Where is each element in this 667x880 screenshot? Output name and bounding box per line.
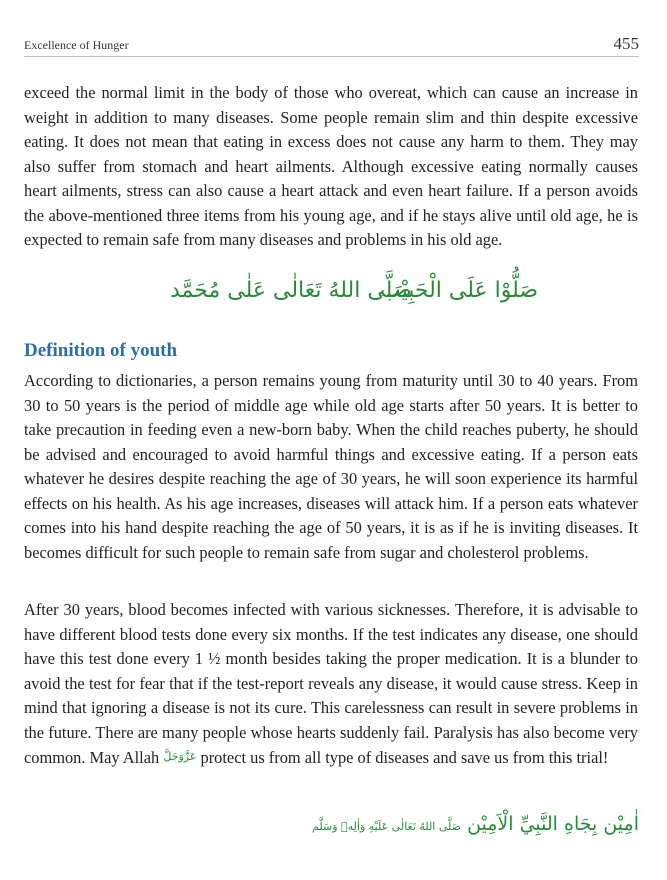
running-title: Excellence of Hunger <box>24 38 129 52</box>
paragraph-youth-definition: According to dictionaries, a person remains young from maturity until 30 to 40 years. From 30 to 50 years is the period of middle age while old age starts after 50 years. It is better to take precaution in feeding even a new-born baby. When the child reaches puberty, he should be advised and encouraged to avoid harmful things and excessive eating. If a person eats whatever he desires despite reaching the age of 30 years, he will soon experience its harmful effects on his health. As his age increases, diseases will attack him. If a person eats whatever comes into his hand despite reaching the age of 50 years, it is as if he is inviting diseases. It becomes difficult for such people to remain safe from sugar and cholesterol problems. <box>24 371 638 562</box>
paragraph-blood-tests <box>24 598 638 771</box>
honorific-arabic: عَزَّوَجَلَّ <box>163 750 197 763</box>
page-number: 455 <box>613 34 639 53</box>
ameen-honorific: صَلَّى اللهُ تَعَالٰى عَلَيْهِ وَاٰلِهٖ وَسَلَّم <box>312 820 462 833</box>
salawat-muhammad: صَلَّى اللهُ تَعَالٰى عَلٰى مُحَمَّد <box>170 278 412 303</box>
paragraph-text-end: protect us from all type of diseases and save us from this trial! <box>200 748 609 767</box>
ameen-main: اٰمِيْن بِجَاهِ النَّبِيِّ الْاَمِيْن <box>467 813 639 835</box>
paragraph-overeating: exceed the normal limit in the body of those who overeat, which can cause an increase in weight in addition to many diseases. Some people remain slim and thin despite excessive eating. It does not mean that eating in excess does not cause any harm to them. They may also suffer from stomach and heart ailments. Although excessive eating normally causes heart ailments, stress can also cause a heart attack and even heart failure. If a person avoids the above-mentioned three items from his young age, and if he stays alive until old age, he is expected to remain safe from many diseases and problems in his old age. <box>24 83 638 249</box>
salawat-beloved: صَلُّوْا عَلَى الْحَبِيْب <box>380 278 539 303</box>
section-heading-youth: Definition of youth <box>24 340 178 361</box>
page-header <box>24 30 639 57</box>
paragraph-text-start: After 30 years, blood becomes infected with various sicknesses. Therefore, it is advisable to have different blood tests done every six months. If the test indicates any disease, one should have this test done every 1 ½ month besides taking the proper medication. It is a blunder to avoid the test for fear that if the test-report reveals any disease, it would cause stress. Keep in mind that ignoring a disease is not its cure. This carelessness can result in severe problems in the future. There are many people whose hearts suddenly fail. Paralysis has also become very common. May Allah <box>24 600 638 767</box>
ameen-supplication <box>312 813 639 835</box>
